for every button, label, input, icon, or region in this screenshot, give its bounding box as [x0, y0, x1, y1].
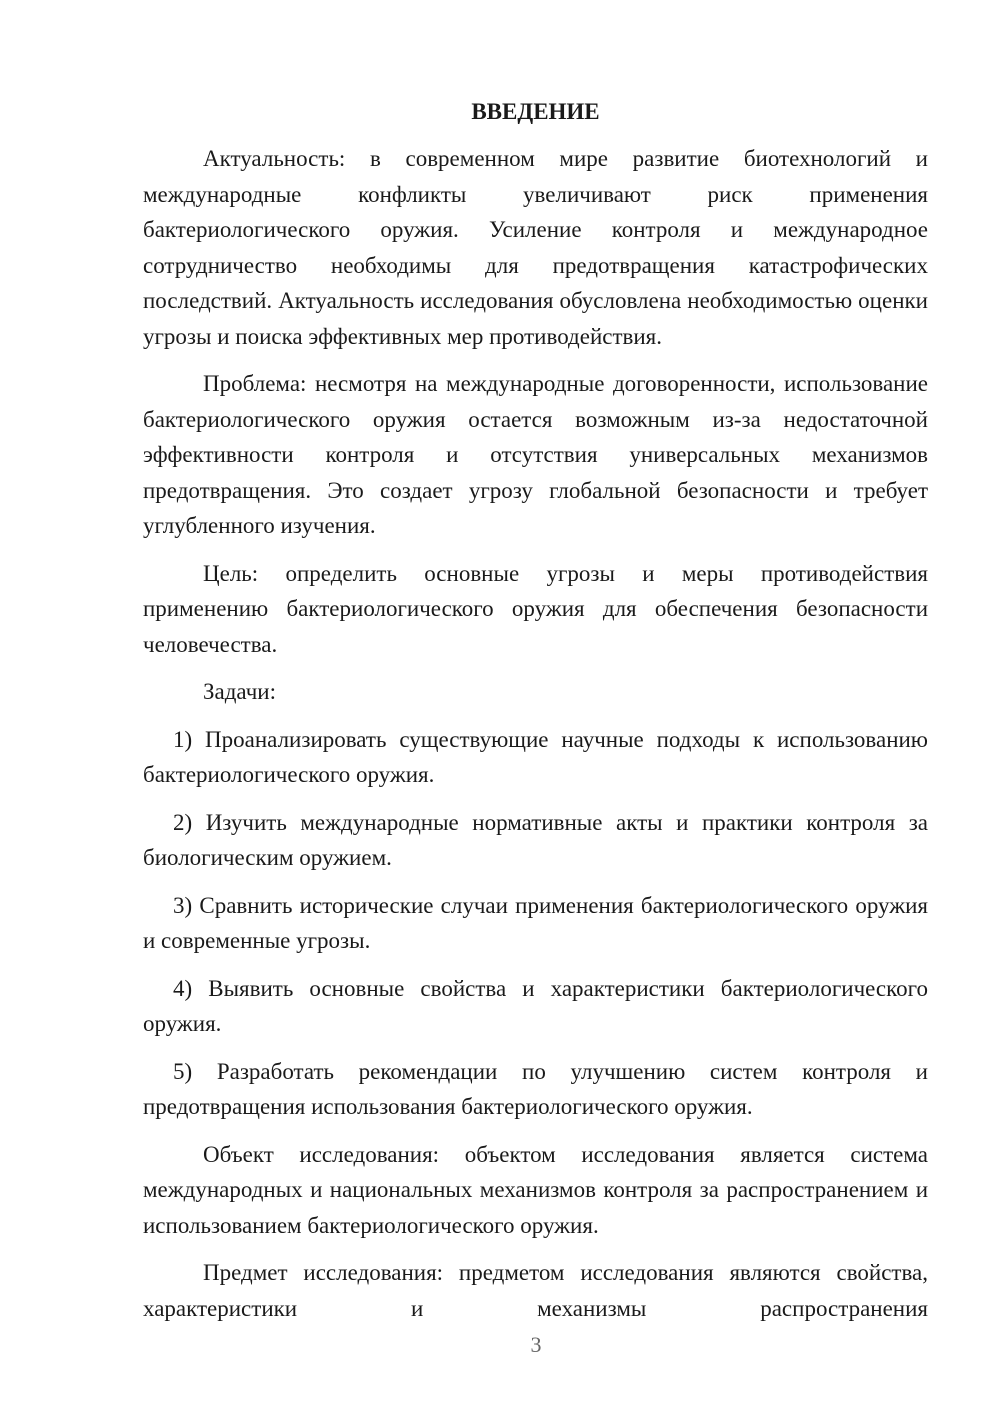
- goal-paragraph: Цель: определить основные угрозы и меры противодействия применению бактериологического оружия для обеспечения безопасности человечества.: [143, 560, 928, 657]
- page-number: 3: [530, 1332, 542, 1357]
- problem-paragraph: Проблема: несмотря на международные договоренности, использование бактериологического оружия остается возможным из-за недостаточной эффективности контроля и отсутствия универсальных механизмов предотвращения. Это создает угрозу глобальной безопасности и требует углубленного изучения.: [143, 371, 928, 538]
- subject-paragraph: Предмет исследования: предметом исследования являются свойства, характеристики и механизмы распространения: [143, 1260, 928, 1321]
- task-item-5: 5) Разработать рекомендации по улучшению систем контроля и предотвращения использования бактериологического оружия.: [143, 1058, 928, 1119]
- section-heading: ВВЕДЕНИЕ: [471, 99, 600, 124]
- task-item-4: 4) Выявить основные свойства и характеристики бактериологического оружия.: [143, 975, 928, 1036]
- task-item-1: 1) Проанализировать существующие научные подходы к использованию бактериологического оружия.: [143, 726, 928, 787]
- page-content: [143, 94, 928, 1326]
- relevance-paragraph: Актуальность: в современном мире развитие биотехнологий и международные конфликты увеличивают риск применения бактериологического оружия. Усиление контроля и международное сотрудничество необходимы для предотвращения катастрофических последствий. Актуальность исследования обусловлена необходимостью оценки угрозы и поиска эффективных мер противодействия.: [143, 146, 928, 349]
- object-paragraph: Объект исследования: объектом исследования является система международных и национальных механизмов контроля за распространением и использованием бактериологического оружия.: [143, 1141, 928, 1238]
- tasks-label: Задачи:: [203, 679, 276, 704]
- task-item-3: 3) Сравнить исторические случаи применения бактериологического оружия и современные угрозы.: [143, 892, 928, 953]
- task-item-2: 2) Изучить международные нормативные акты и практики контроля за биологическим оружием.: [143, 809, 928, 870]
